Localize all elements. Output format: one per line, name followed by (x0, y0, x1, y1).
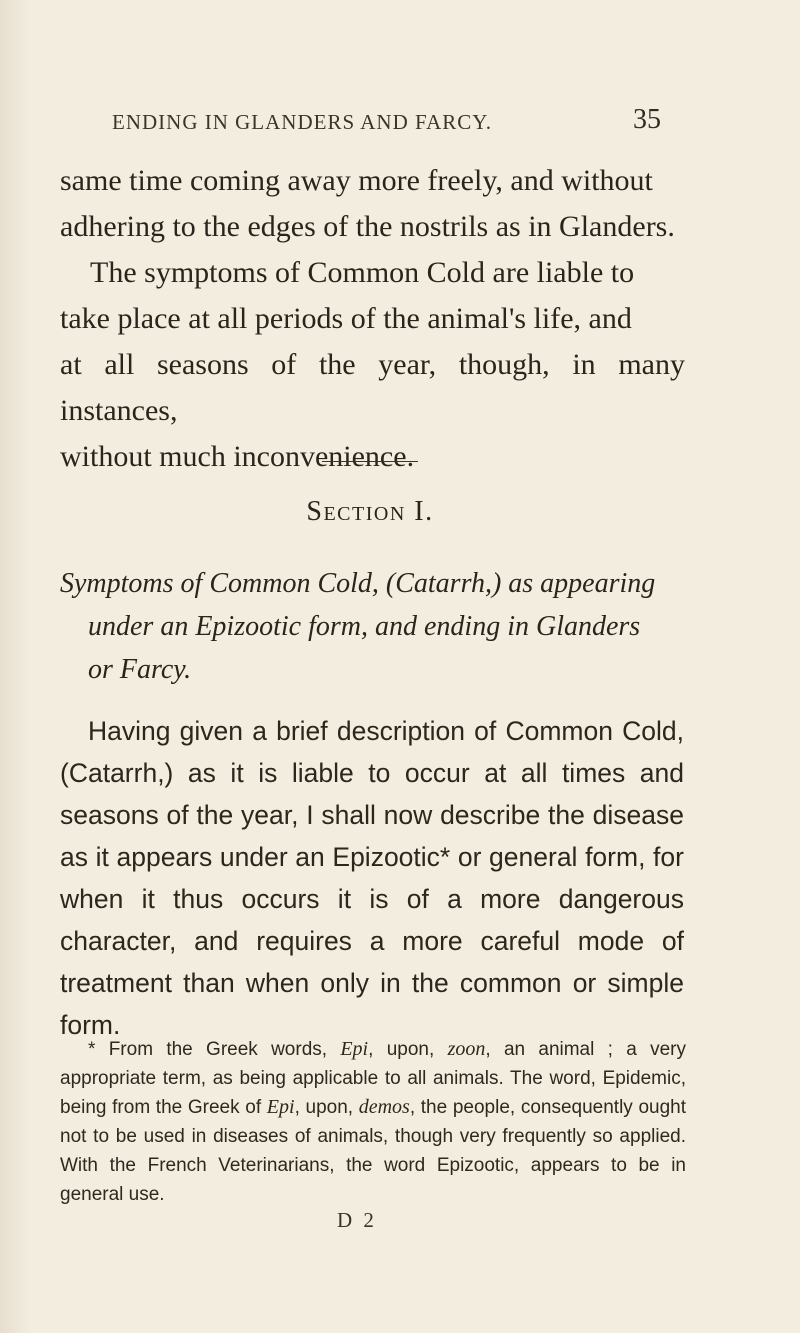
subtitle-line: under an Epizootic form, and ending in Glanders (88, 611, 641, 642)
intro-line: without much inconvenience. (60, 440, 415, 473)
running-head: ENDING IN GLANDERS AND FARCY. (112, 110, 492, 134)
section-title-text: Section I. (306, 496, 434, 527)
intro-line: same time coming away more freely, and without (60, 164, 653, 197)
footnote-italic: Epi (340, 1038, 369, 1060)
section-divider-rule (322, 461, 418, 462)
footnote-segment: * From the Greek words, (88, 1039, 341, 1060)
page-number: 35 (633, 104, 661, 135)
intro-line: The symptoms of Common Cold are liable to (90, 256, 635, 289)
intro-line: adhering to the edges of the nostrils as in Glanders. (60, 210, 675, 243)
footnote-italic: zoon (447, 1038, 486, 1060)
footnote (60, 1035, 686, 1209)
subtitle-line: or Farcy. (88, 654, 192, 685)
footnote-segment: , upon, (294, 1097, 359, 1118)
section-subtitle (60, 562, 690, 691)
footnote-segment: , the people, consequently ought not to be used in diseases of animals, though very frequently so applied. With the French Veterinarians, the word Epizootic, appears to be in general use. (60, 1097, 687, 1205)
footnote-segment: , upon, (368, 1039, 448, 1060)
intro-line: take place at all periods of the animal's life, and (60, 302, 632, 335)
footnote-text (60, 1035, 686, 1209)
section-title (0, 496, 740, 528)
footnote-italic: demos (358, 1096, 410, 1118)
footnote-segment: , an animal ; a very appropriate term, as being applicable to all animals. The word, Epidemic, being from the Greek of (60, 1039, 686, 1118)
intro-line: at all seasons of the year, though, in many instances, (60, 348, 685, 427)
footnote-italic: Epi (266, 1096, 295, 1118)
main-paragraph (60, 710, 684, 1046)
main-paragraph-text: Having given a brief description of Common Cold, (Catarrh,) as it is liable to occur at all times and seasons of the year, I shall now describe the disease as it appears under an Epizootic* or general form, for when it thus occurs it is of a more dangerous character, and requires a more careful mode of treatment than when only in the common or simple form. (60, 716, 684, 1040)
subtitle-line: Symptoms of Common Cold, (Catarrh,) as appearing (60, 568, 656, 599)
signature-mark: D 2 (337, 1208, 377, 1232)
intro-paragraph (60, 158, 685, 480)
